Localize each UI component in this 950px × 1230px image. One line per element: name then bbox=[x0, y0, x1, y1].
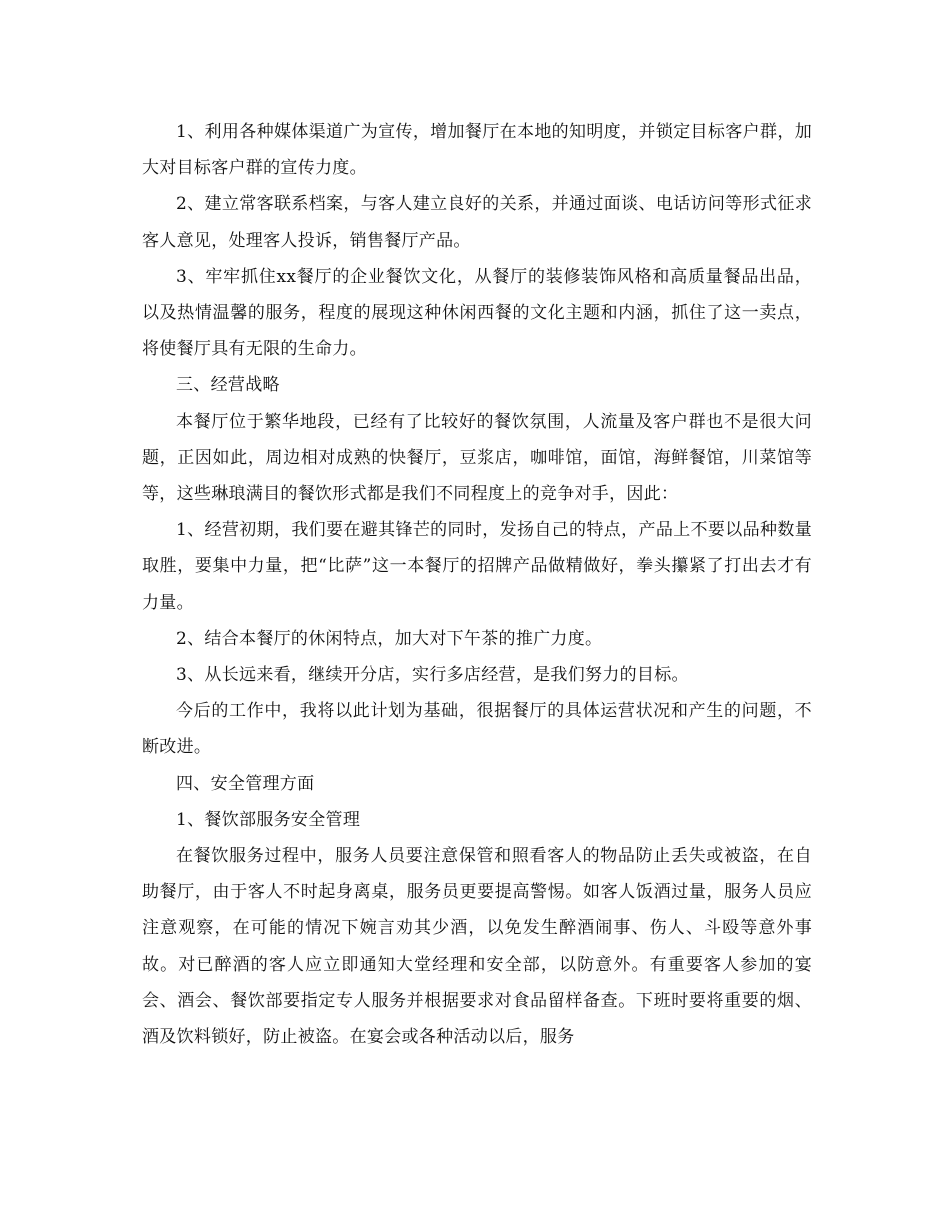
section-heading-safety: 四、安全管理方面 bbox=[176, 773, 315, 794]
section-heading-strategy: 三、经营战略 bbox=[176, 375, 280, 396]
strategy-item-2: 2、结合本餐厅的休闲特点，加大对下午茶的推广力度。 bbox=[176, 628, 603, 649]
document-body bbox=[142, 114, 812, 1055]
strategy-item-1: 1、经营初期，我们要在避其锋芒的同时，发扬自己的特点，产品上不要以品种数量取胜，要集中力量，把“比萨”这一本餐厅的招牌产品做精做好，拳头攥紧了打出去才有力量。 bbox=[142, 520, 812, 613]
paragraph-item-2: 2、建立常客联系档案，与客人建立良好的关系，并通过面谈、电话访问等形式征求客人意见，处理客人投诉，销售餐厅产品。 bbox=[142, 194, 812, 251]
paragraph-service-safety: 在餐饮服务过程中，服务人员要注意保管和照看客人的物品防止丢失或被盗，在自助餐厅，由于客人不时起身离桌，服务员更要提高警惕。如客人饭酒过量，服务人员应注意观察，在可能的情况下婉言劝其少酒，以免发生醉酒闹事、伤人、斗殴等意外事故。对已醉酒的客人应立即通知大堂经理和安全部，以防意外。有重要客人参加的宴会、酒会、餐饮部要指定专人服务并根据要求对食品留样备查。下班时要将重要的烟、酒及饮料锁好，防止被盗。在宴会或各种活动以后，服务 bbox=[142, 846, 812, 1048]
subheading-service-safety: 1、餐饮部服务安全管理 bbox=[176, 809, 361, 830]
paragraph-location: 本餐厅位于繁华地段，已经有了比较好的餐饮氛围，人流量及客户群也不是很大问题，正因如此，周边相对成熟的快餐厅，豆浆店，咖啡馆，面馆，海鲜餐馆，川菜馆等等，这些琳琅满目的餐饮形式都是我们不同程度上的竞争对手，因此： bbox=[142, 411, 812, 505]
paragraph-item-1: 1、利用各种媒体渠道广为宣传，增加餐厅在本地的知明度，并锁定目标客户群，加大对目标客户群的宣传力度。 bbox=[142, 122, 812, 179]
paragraph-item-3: 3、牢牢抓住xx餐厅的企业餐饮文化，从餐厅的装修装饰风格和高质量餐品出品，以及热情温馨的服务，程度的展现这种休闲西餐的文化主题和内涵，抓住了这一卖点，将使餐厅具有无限的生命力。 bbox=[142, 266, 812, 360]
strategy-item-3: 3、从长远来看，继续开分店，实行多店经营，是我们努力的目标。 bbox=[176, 665, 689, 686]
paragraph-future: 今后的工作中，我将以此计划为基础，很据餐厅的具体运营状况和产生的问题，不断改进。 bbox=[142, 701, 812, 758]
